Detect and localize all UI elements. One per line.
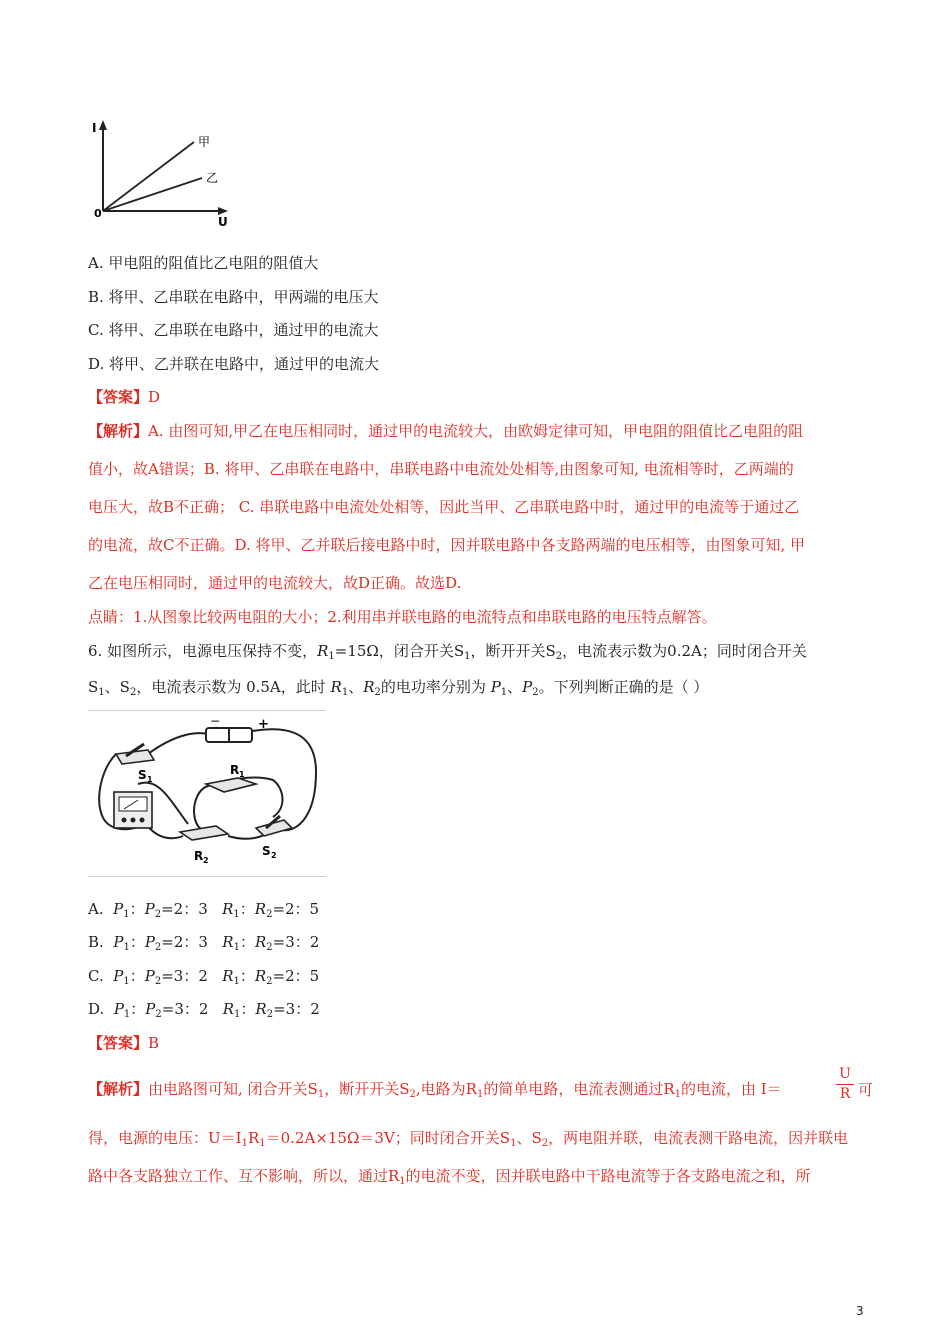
x-axis-label: U <box>218 215 228 229</box>
text: P <box>144 933 155 951</box>
text: P <box>113 1000 124 1018</box>
text: 1 <box>234 1009 241 1020</box>
text: 1 <box>328 651 335 662</box>
text: 1 <box>98 687 105 698</box>
text: =3：2 <box>273 1000 320 1018</box>
text: 得，电源的电压：U＝I <box>88 1129 242 1147</box>
q6-answer <box>88 1033 159 1053</box>
fraction-bar <box>836 1084 854 1085</box>
text: 的简单电路，电流表测通过R <box>483 1080 675 1098</box>
q6-analysis-line-1 <box>88 1079 782 1105</box>
text: 。下列判断正确的是（ ） <box>538 678 709 696</box>
text: 1 <box>464 651 471 662</box>
q5-analysis-line-2: 值小，故A错误；B. 将甲、乙串联在电路中，串联电路中电流处处相等,由图象可知, 电流相等时，乙两端的 <box>88 460 794 478</box>
text: =2：5 <box>272 967 320 985</box>
q5-analysis-line-1 <box>88 421 803 441</box>
text: P <box>113 933 124 951</box>
text: R <box>247 1129 260 1147</box>
ammeter-terminal <box>140 818 145 823</box>
switch-s2-sub: 2 <box>271 851 277 860</box>
text: 的电流不变，因并联电路中干路电流等于各支路电流之和，所 <box>405 1167 811 1185</box>
fraction-denominator: R <box>839 1086 851 1102</box>
text: D. <box>88 1000 105 1018</box>
switch-s2-label: S <box>262 844 271 858</box>
q6-option-d: D. $P_1$：$P_2=3$：2 $R_1$：$R_2=3$：2 <box>88 1000 320 1020</box>
text: 、S <box>104 678 130 696</box>
text: 6. 如图所示，电源电压保持不变， <box>88 642 318 660</box>
page-number: 3 <box>856 1304 864 1318</box>
text: P <box>490 678 501 696</box>
text: C. <box>88 967 104 985</box>
text: P <box>145 1000 156 1018</box>
line-jia <box>103 142 194 211</box>
q5-option-d: D. 将甲、乙并联在电路中，通过甲的电流大 <box>88 355 380 373</box>
line-jia-label: 甲 <box>198 135 211 149</box>
text: A. <box>88 900 104 918</box>
figure-bottom-rule <box>88 876 326 877</box>
ammeter-dial <box>119 797 147 811</box>
text: 2 <box>555 651 563 662</box>
text: ，电流表示数为 0.5A，此时 <box>136 678 331 696</box>
text: =3：2 <box>161 967 208 985</box>
text: 1 <box>674 1089 681 1100</box>
q5-analysis-line-3: 电压大，故B不正确； C. 串联电路中电流处处相等，因此当甲、乙串联电路中时，通过甲的电流等于通过乙 <box>88 498 800 516</box>
text: 1 <box>317 1089 325 1100</box>
analysis-text: A. 由图可知,甲乙在电压相同时，通过甲的电流较大，由欧姆定律可知，甲电阻的阻值比乙电阻的阻 <box>148 422 804 440</box>
x-axis-arrow <box>218 207 228 215</box>
text: 1 <box>341 687 349 698</box>
answer-value: B <box>148 1034 160 1052</box>
q6-stem-line-1 <box>88 641 807 667</box>
text: P <box>113 967 124 985</box>
q6-analysis-line-2 <box>88 1128 848 1154</box>
resistor-r1-label: R <box>230 763 240 777</box>
text: 1 <box>123 1009 131 1020</box>
text: S <box>88 678 99 696</box>
answer-tag: 【答案】 <box>88 1034 149 1052</box>
text: 2 <box>266 976 273 987</box>
text: 1 <box>241 1138 248 1149</box>
origin-label: 0 <box>94 207 102 220</box>
text: ，两电阻并联，电流表测干路电流，因并联电 <box>548 1129 849 1147</box>
text: 2 <box>154 942 162 953</box>
text: =15Ω，闭合开关S <box>334 642 465 660</box>
text: R <box>317 642 329 660</box>
line-yi-label: 乙 <box>206 171 219 185</box>
text: R <box>254 900 267 918</box>
text: 2 <box>129 687 137 698</box>
text: 路中各支路独立工作、互不影响，所以，通过R <box>88 1167 400 1185</box>
y-axis-arrow <box>99 120 107 130</box>
text: 1 <box>123 976 130 987</box>
y-axis-label: I <box>92 121 97 135</box>
ammeter-terminal <box>131 818 136 823</box>
text: ，电流表示数为0.2A；同时闭合开关 <box>562 642 807 660</box>
text: R <box>222 967 234 985</box>
text: 1 <box>259 1138 266 1149</box>
fraction-numerator: U <box>839 1066 851 1082</box>
text: 1 <box>233 942 240 953</box>
text: 2 <box>541 1138 549 1149</box>
text: 1 <box>500 687 508 698</box>
text: R <box>363 678 375 696</box>
text: R <box>222 933 234 951</box>
analysis-tag: 【解析】 <box>88 422 149 440</box>
text: 的电流，由 I＝ <box>680 1080 782 1098</box>
text: ,电路为R <box>415 1080 477 1098</box>
resistor-r2 <box>180 826 228 840</box>
text: R <box>254 967 267 985</box>
answer-tag: 【答案】 <box>88 388 149 406</box>
analysis-tag: 【解析】 <box>88 1080 149 1098</box>
text: 2 <box>409 1089 416 1100</box>
battery-minus: − <box>210 714 221 728</box>
text: ，断开开关S <box>470 642 556 660</box>
text: 2 <box>266 909 273 920</box>
text: R <box>222 900 234 918</box>
text: 、S <box>516 1129 542 1147</box>
text: =3：2 <box>161 1000 209 1018</box>
text: 2 <box>532 687 539 698</box>
resistor-r1-sub: 1 <box>239 770 245 779</box>
text: P <box>522 678 533 696</box>
switch-s1-label: S <box>138 768 147 782</box>
resistor-r2-sub: 2 <box>203 856 209 865</box>
ammeter-terminal <box>122 818 127 823</box>
switch-s1 <box>116 750 154 764</box>
line-yi <box>103 178 202 211</box>
text: =3：2 <box>272 933 320 951</box>
text: 由电路图可知, 闭合开关S <box>148 1080 318 1098</box>
text: =2：3 <box>161 900 208 918</box>
text: R <box>255 1000 267 1018</box>
text: 、 <box>507 678 523 696</box>
q6-option-c: C. $P_1$：$P_2=3$：2 $R_1$：$R_2=2$：5 <box>88 967 320 987</box>
text: 1 <box>123 942 130 953</box>
q5-option-a: A. 甲电阻的阻值比乙电阻的阻值大 <box>88 254 319 272</box>
resistor-r2-label: R <box>194 849 204 863</box>
text: P <box>144 967 155 985</box>
text: B. <box>88 933 104 951</box>
fraction-u-over-r <box>836 1066 854 1103</box>
text: 1 <box>233 976 240 987</box>
q5-option-b: B. 将甲、乙串联在电路中，甲两端的电压大 <box>88 288 379 306</box>
text: =2：5 <box>272 900 320 918</box>
text: R <box>254 933 267 951</box>
q5-comment: 点睛：1.从图象比较两电阻的大小；2.利用串并联电路的电流特点和串联电路的电压特点解答。 <box>88 608 717 626</box>
circuit-figure <box>88 712 328 874</box>
text: 2 <box>155 1009 162 1020</box>
text: P <box>113 900 124 918</box>
text: 1 <box>510 1138 517 1149</box>
q5-analysis-line-5: 乙在电压相同时，通过甲的电流较大，故D正确。故选D. <box>88 574 462 592</box>
switch-s1-sub: 1 <box>147 775 153 784</box>
q6-option-a: A. $P_1$：$P_2=2$：3 $R_1$：$R_2=2$：5 <box>88 900 320 920</box>
text: 1 <box>476 1089 484 1100</box>
text: 1 <box>123 909 130 920</box>
iu-graph-figure <box>90 118 250 230</box>
text: ，断开开关S <box>324 1080 410 1098</box>
q6-analysis-line-3 <box>88 1166 811 1192</box>
text: P <box>144 900 155 918</box>
text: 2 <box>266 1009 274 1020</box>
figure-top-rule <box>88 710 326 711</box>
text: 1 <box>399 1176 406 1187</box>
text: 2 <box>374 687 381 698</box>
resistor-r1 <box>206 778 256 792</box>
text: =2：3 <box>161 933 208 951</box>
q6-option-b: B. $P_1$：$P_2=2$：3 $R_1$：$R_2=3$：2 <box>88 933 320 953</box>
battery-plus: + <box>258 717 269 732</box>
q5-analysis-line-4: 的电流，故C不正确。D. 将甲、乙并联后接电路中时，因并联电路中各支路两端的电压相等，由图象可知, 甲 <box>88 536 806 554</box>
q5-answer <box>88 387 160 407</box>
text: R <box>222 1000 235 1018</box>
text: 1 <box>233 909 240 920</box>
answer-value: D <box>148 388 161 406</box>
text: 2 <box>154 976 162 987</box>
text: R <box>330 678 342 696</box>
text: 、 <box>348 678 364 696</box>
q6-stem-line-2 <box>88 677 708 703</box>
text: 2 <box>266 942 273 953</box>
fraction-trailing-text: 可 <box>858 1081 874 1099</box>
text: ＝0.2A×15Ω＝3V；同时闭合开关S <box>265 1129 511 1147</box>
q5-option-c: C. 将甲、乙串联在电路中，通过甲的电流大 <box>88 321 379 339</box>
text: 的电功率分别为 <box>380 678 491 696</box>
text: 2 <box>154 909 162 920</box>
